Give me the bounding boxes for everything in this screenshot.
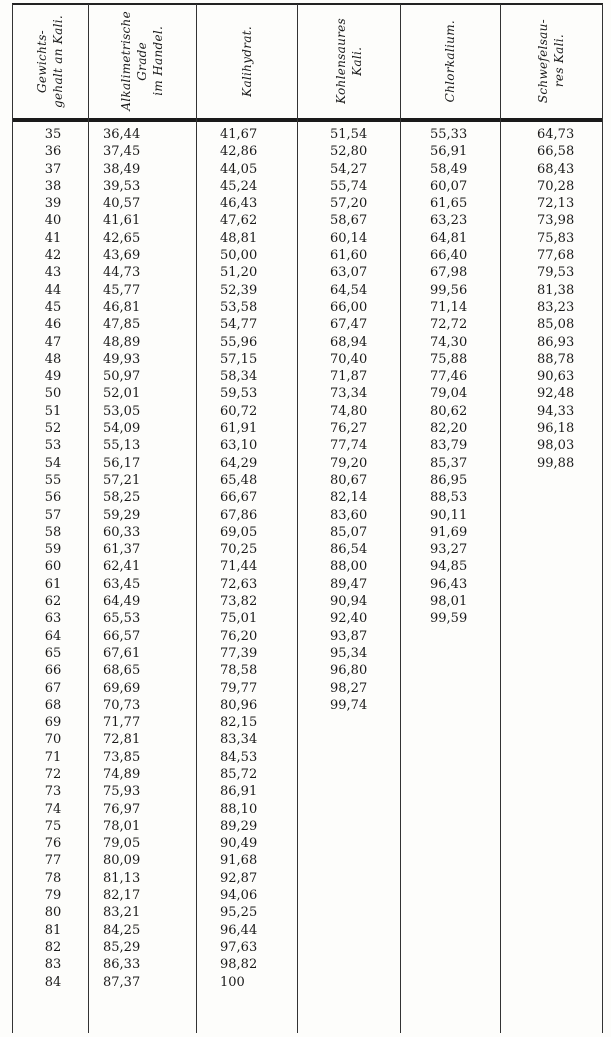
table-cell: 75,88 (430, 351, 468, 367)
table-cell: 96,44 (220, 922, 258, 938)
table-cell: 100 (220, 974, 245, 990)
table-cell: 67 (44, 680, 62, 696)
table-cell: 78 (44, 870, 62, 886)
table-cell: 43,69 (103, 248, 141, 264)
table-cell: 53,05 (103, 403, 141, 419)
table-cell: 99,59 (430, 611, 468, 627)
table-cell: 41,61 (103, 213, 141, 229)
table-cell: 89,47 (330, 576, 368, 592)
table-cell: 96,80 (330, 663, 368, 679)
table-cell: 64,73 (537, 127, 575, 142)
table-cell: 65,48 (220, 472, 258, 488)
table-cell: 80,67 (330, 472, 368, 488)
table-cell: 70,28 (537, 178, 575, 194)
table-cell: 71,87 (330, 369, 368, 385)
table-cell: 41,67 (220, 127, 258, 142)
table-cell: 51,54 (330, 127, 368, 142)
table-cell: 68,94 (330, 334, 368, 350)
top-rule (12, 3, 603, 5)
table-cell: 70,40 (330, 351, 368, 367)
table-cell: 90,94 (330, 594, 368, 610)
column-kohlensaures (330, 126, 367, 714)
column-divider (297, 4, 298, 1033)
table-cell: 94,33 (537, 403, 575, 419)
table-cell: 80,09 (103, 853, 141, 869)
table-cell: 92,48 (537, 386, 575, 402)
table-cell: 82 (44, 939, 62, 955)
table-cell: 93,27 (430, 542, 468, 558)
table-cell: 79,77 (220, 680, 258, 696)
table-cell: 99,88 (537, 455, 575, 471)
table-cell: 73,98 (537, 213, 575, 229)
table-cell: 74,89 (103, 766, 141, 782)
table-cell: 72,72 (430, 317, 468, 333)
header-schwefelsaures-label: Schwefelsau- res Kali. (536, 18, 566, 104)
header-kohlensaures (299, 6, 398, 116)
table-cell: 71,77 (103, 715, 141, 731)
column-divider (500, 4, 501, 1033)
table-cell: 60,33 (103, 524, 141, 540)
column-divider (400, 4, 401, 1033)
table-cell: 55 (44, 472, 62, 488)
table-cell: 84 (44, 974, 62, 990)
table-cell: 50,00 (220, 248, 258, 264)
table-cell: 81,38 (537, 282, 575, 298)
table-cell: 45,77 (103, 282, 141, 298)
table-cell: 97,63 (220, 939, 258, 955)
header-schwefelsaures (502, 6, 600, 116)
table-cell: 51 (44, 403, 62, 419)
table-cell: 76,97 (103, 801, 141, 817)
table-cell: 44,73 (103, 265, 141, 281)
table-cell: 81 (44, 922, 62, 938)
table-cell: 54,77 (220, 317, 258, 333)
table-cell: 86,54 (330, 542, 368, 558)
table-cell: 90,11 (430, 507, 468, 523)
table-cell: 79,20 (330, 455, 368, 471)
column-divider (88, 4, 89, 1033)
table-cell: 64,49 (103, 594, 141, 610)
table-cell: 59 (44, 542, 62, 558)
table-cell: 58,49 (430, 161, 468, 177)
table-cell: 44,05 (220, 161, 258, 177)
table-cell: 58,67 (330, 213, 368, 229)
table-cell: 71,44 (220, 559, 258, 575)
header-kalihydrat (198, 6, 295, 116)
table-cell: 66,00 (330, 299, 368, 315)
table-cell: 63,10 (220, 438, 258, 454)
table-cell: 76 (44, 836, 62, 852)
header-gehalt-label: Gewichts- gehalt an Kali. (35, 14, 65, 108)
table-cell: 51,20 (220, 265, 258, 281)
table-cell: 45 (44, 299, 62, 315)
table-cell: 84,53 (220, 749, 258, 765)
table-cell: 50,97 (103, 369, 141, 385)
column-schwefelsaures (537, 126, 574, 472)
table-cell: 42,86 (220, 144, 258, 160)
table-cell: 73,85 (103, 749, 141, 765)
table-cell: 77,46 (430, 369, 468, 385)
table-cell: 80 (44, 905, 62, 921)
table-cell: 80,62 (430, 403, 468, 419)
table-cell: 83 (44, 957, 62, 973)
table-cell: 67,86 (220, 507, 258, 523)
table-cell: 96,43 (430, 576, 468, 592)
table-cell: 36,44 (103, 127, 141, 142)
table-cell: 79,05 (103, 836, 141, 852)
table-cell: 93,87 (330, 628, 368, 644)
table-cell: 52,80 (330, 144, 368, 160)
table-cell: 61,65 (430, 196, 468, 212)
table-cell: 54,27 (330, 161, 368, 177)
table-cell: 86,95 (430, 472, 468, 488)
table-cell: 53 (44, 438, 62, 454)
table-cell: 61,91 (220, 421, 258, 437)
table-cell: 60,14 (330, 230, 368, 246)
table-cell: 66,40 (430, 248, 468, 264)
table-cell: 65 (44, 645, 62, 661)
table-cell: 47 (44, 334, 62, 350)
table-cell: 38,49 (103, 161, 141, 177)
table-cell: 61,60 (330, 248, 368, 264)
table-cell: 69 (44, 715, 62, 731)
table-cell: 76,27 (330, 421, 368, 437)
table-cell: 83,60 (330, 507, 368, 523)
column-chlorkalium (430, 126, 467, 628)
table-cell: 91,69 (430, 524, 468, 540)
column-divider (12, 4, 13, 1033)
table-cell: 46,81 (103, 299, 141, 315)
table-cell: 70 (44, 732, 62, 748)
table-cell: 96,18 (537, 421, 575, 437)
table-cell: 39 (44, 196, 62, 212)
table-cell: 75,93 (103, 784, 141, 800)
table-cell: 83,23 (537, 299, 575, 315)
table-cell: 87,37 (103, 974, 141, 990)
table-cell: 57,15 (220, 351, 258, 367)
table-cell: 98,27 (330, 680, 368, 696)
table-cell: 75 (44, 818, 62, 834)
table-cell: 49,93 (103, 351, 141, 367)
table-cell: 85,07 (330, 524, 368, 540)
table-cell: 68 (44, 697, 62, 713)
table-cell: 74,30 (430, 334, 468, 350)
table-cell: 56,91 (430, 144, 468, 160)
table-cell: 84,25 (103, 922, 141, 938)
table-cell: 37,45 (103, 144, 141, 160)
header-grade (90, 6, 194, 116)
column-kalihydrat (220, 126, 257, 991)
table-cell: 49 (44, 369, 62, 385)
table-cell: 59,53 (220, 386, 258, 402)
table-cell: 67,47 (330, 317, 368, 333)
table-cell: 54,09 (103, 421, 141, 437)
table-cell: 66 (44, 663, 62, 679)
table-cell: 63 (44, 611, 62, 627)
table-cell: 58,25 (103, 490, 141, 506)
table-cell: 88,00 (330, 559, 368, 575)
table-cell: 73,82 (220, 594, 258, 610)
table-cell: 41 (44, 230, 62, 246)
table-cell: 92,40 (330, 611, 368, 627)
table-cell: 82,15 (220, 715, 258, 731)
table-cell: 88,78 (537, 351, 575, 367)
table-cell: 85,29 (103, 939, 141, 955)
table-cell: 72,81 (103, 732, 141, 748)
table-cell: 78,01 (103, 818, 141, 834)
table-cell: 52,39 (220, 282, 258, 298)
table-cell: 99,74 (330, 697, 368, 713)
table-cell: 70,25 (220, 542, 258, 558)
table-cell: 72 (44, 766, 62, 782)
header-grade-label: Alkalimetrische Grade im Handel. (119, 11, 165, 111)
table-cell: 66,57 (103, 628, 141, 644)
table-cell: 94,06 (220, 888, 258, 904)
table-cell: 50 (44, 386, 62, 402)
table-cell: 47,85 (103, 317, 141, 333)
table-cell: 91,68 (220, 853, 258, 869)
table-cell: 85,72 (220, 766, 258, 782)
table-cell: 48,81 (220, 230, 258, 246)
table-cell: 79,04 (430, 386, 468, 402)
table-cell: 85,37 (430, 455, 468, 471)
table-cell: 40 (44, 213, 62, 229)
table-cell: 77,39 (220, 645, 258, 661)
table-cell: 72,63 (220, 576, 258, 592)
table-cell: 88,10 (220, 801, 258, 817)
table-cell: 55,74 (330, 178, 368, 194)
table-cell: 68,65 (103, 663, 141, 679)
column-grade (103, 126, 140, 991)
table-cell: 67,61 (103, 645, 141, 661)
table-cell: 46 (44, 317, 62, 333)
table-cell: 56,17 (103, 455, 141, 471)
table-cell: 90,63 (537, 369, 575, 385)
table-cell: 92,87 (220, 870, 258, 886)
table-cell: 76,20 (220, 628, 258, 644)
table-cell: 40,57 (103, 196, 141, 212)
table-cell: 60,72 (220, 403, 258, 419)
table-cell: 61,37 (103, 542, 141, 558)
table-cell: 62 (44, 594, 62, 610)
header-gehalt (14, 6, 86, 116)
table-cell: 60,07 (430, 178, 468, 194)
table-cell: 95,34 (330, 645, 368, 661)
table-cell: 58 (44, 524, 62, 540)
table-cell: 75,01 (220, 611, 258, 627)
table-cell: 45,24 (220, 178, 258, 194)
table-cell: 35 (44, 127, 62, 142)
table-cell: 98,03 (537, 438, 575, 454)
table-cell: 58,34 (220, 369, 258, 385)
table-cell: 52 (44, 421, 62, 437)
table-cell: 55,13 (103, 438, 141, 454)
table-cell: 69,69 (103, 680, 141, 696)
table-cell: 95,25 (220, 905, 258, 921)
table-cell: 66,58 (537, 144, 575, 160)
table-cell: 69,05 (220, 524, 258, 540)
table-cell: 57 (44, 507, 62, 523)
table-cell: 99,56 (430, 282, 468, 298)
table-cell: 46,43 (220, 196, 258, 212)
table-cell: 42,65 (103, 230, 141, 246)
table-cell: 64,54 (330, 282, 368, 298)
table-cell: 74,80 (330, 403, 368, 419)
table-cell: 98,01 (430, 594, 468, 610)
table-cell: 64 (44, 628, 62, 644)
column-divider (196, 4, 197, 1033)
header-chlorkalium-label: Chlorkalium. (443, 19, 457, 103)
table-cell: 86,93 (537, 334, 575, 350)
table-cell: 78,58 (220, 663, 258, 679)
table-cell: 66,67 (220, 490, 258, 506)
table-cell: 59,29 (103, 507, 141, 523)
table-cell: 71,14 (430, 299, 468, 315)
header-rule (12, 118, 603, 122)
table-cell: 56 (44, 490, 62, 506)
table-cell: 82,20 (430, 421, 468, 437)
table-cell: 86,33 (103, 957, 141, 973)
table-cell: 73 (44, 784, 62, 800)
table-cell: 37 (44, 161, 62, 177)
table-cell: 44 (44, 282, 62, 298)
table-cell: 54 (44, 455, 62, 471)
table-cell: 36 (44, 144, 62, 160)
table-cell: 39,53 (103, 178, 141, 194)
table-cell: 82,14 (330, 490, 368, 506)
table-cell: 77 (44, 853, 62, 869)
table-cell: 88,53 (430, 490, 468, 506)
table-cell: 65,53 (103, 611, 141, 627)
column-gehalt (28, 126, 78, 991)
table-cell: 74 (44, 801, 62, 817)
table-cell: 82,17 (103, 888, 141, 904)
table-cell: 75,83 (537, 230, 575, 246)
table-cell: 67,98 (430, 265, 468, 281)
table-cell: 47,62 (220, 213, 258, 229)
table-cell: 48,89 (103, 334, 141, 350)
table-cell: 73,34 (330, 386, 368, 402)
table-cell: 68,43 (537, 161, 575, 177)
table-cell: 57,20 (330, 196, 368, 212)
table-cell: 81,13 (103, 870, 141, 886)
table-cell: 85,08 (537, 317, 575, 333)
table-cell: 77,68 (537, 248, 575, 264)
table-cell: 62,41 (103, 559, 141, 575)
header-kalihydrat-label: Kalihydrat. (239, 25, 254, 97)
table-cell: 55,96 (220, 334, 258, 350)
table-cell: 79,53 (537, 265, 575, 281)
header-chlorkalium (402, 6, 498, 116)
table-cell: 86,91 (220, 784, 258, 800)
table-cell: 61 (44, 576, 62, 592)
table-cell: 63,07 (330, 265, 368, 281)
table-cell: 64,29 (220, 455, 258, 471)
table-cell: 63,23 (430, 213, 468, 229)
table-cell: 79 (44, 888, 62, 904)
table-cell: 83,79 (430, 438, 468, 454)
table-cell: 70,73 (103, 697, 141, 713)
table-cell: 77,74 (330, 438, 368, 454)
table-cell: 83,34 (220, 732, 258, 748)
table-cell: 94,85 (430, 559, 468, 575)
table-cell: 71 (44, 749, 62, 765)
table-cell: 42 (44, 248, 62, 264)
table-cell: 38 (44, 178, 62, 194)
table-cell: 57,21 (103, 472, 141, 488)
table-cell: 53,58 (220, 299, 258, 315)
column-divider (602, 4, 603, 1033)
table-cell: 63,45 (103, 576, 141, 592)
table-cell: 83,21 (103, 905, 141, 921)
table-cell: 48 (44, 351, 62, 367)
table-cell: 64,81 (430, 230, 468, 246)
header-kohlensaures-label: Kohlensaures Kali. (333, 18, 364, 104)
table-cell: 80,96 (220, 697, 258, 713)
table-cell: 90,49 (220, 836, 258, 852)
table-cell: 55,33 (430, 127, 468, 142)
table-cell: 72,13 (537, 196, 575, 212)
table-cell: 98,82 (220, 957, 258, 973)
table-cell: 60 (44, 559, 62, 575)
table-cell: 52,01 (103, 386, 141, 402)
table-cell: 89,29 (220, 818, 258, 834)
table-cell: 43 (44, 265, 62, 281)
